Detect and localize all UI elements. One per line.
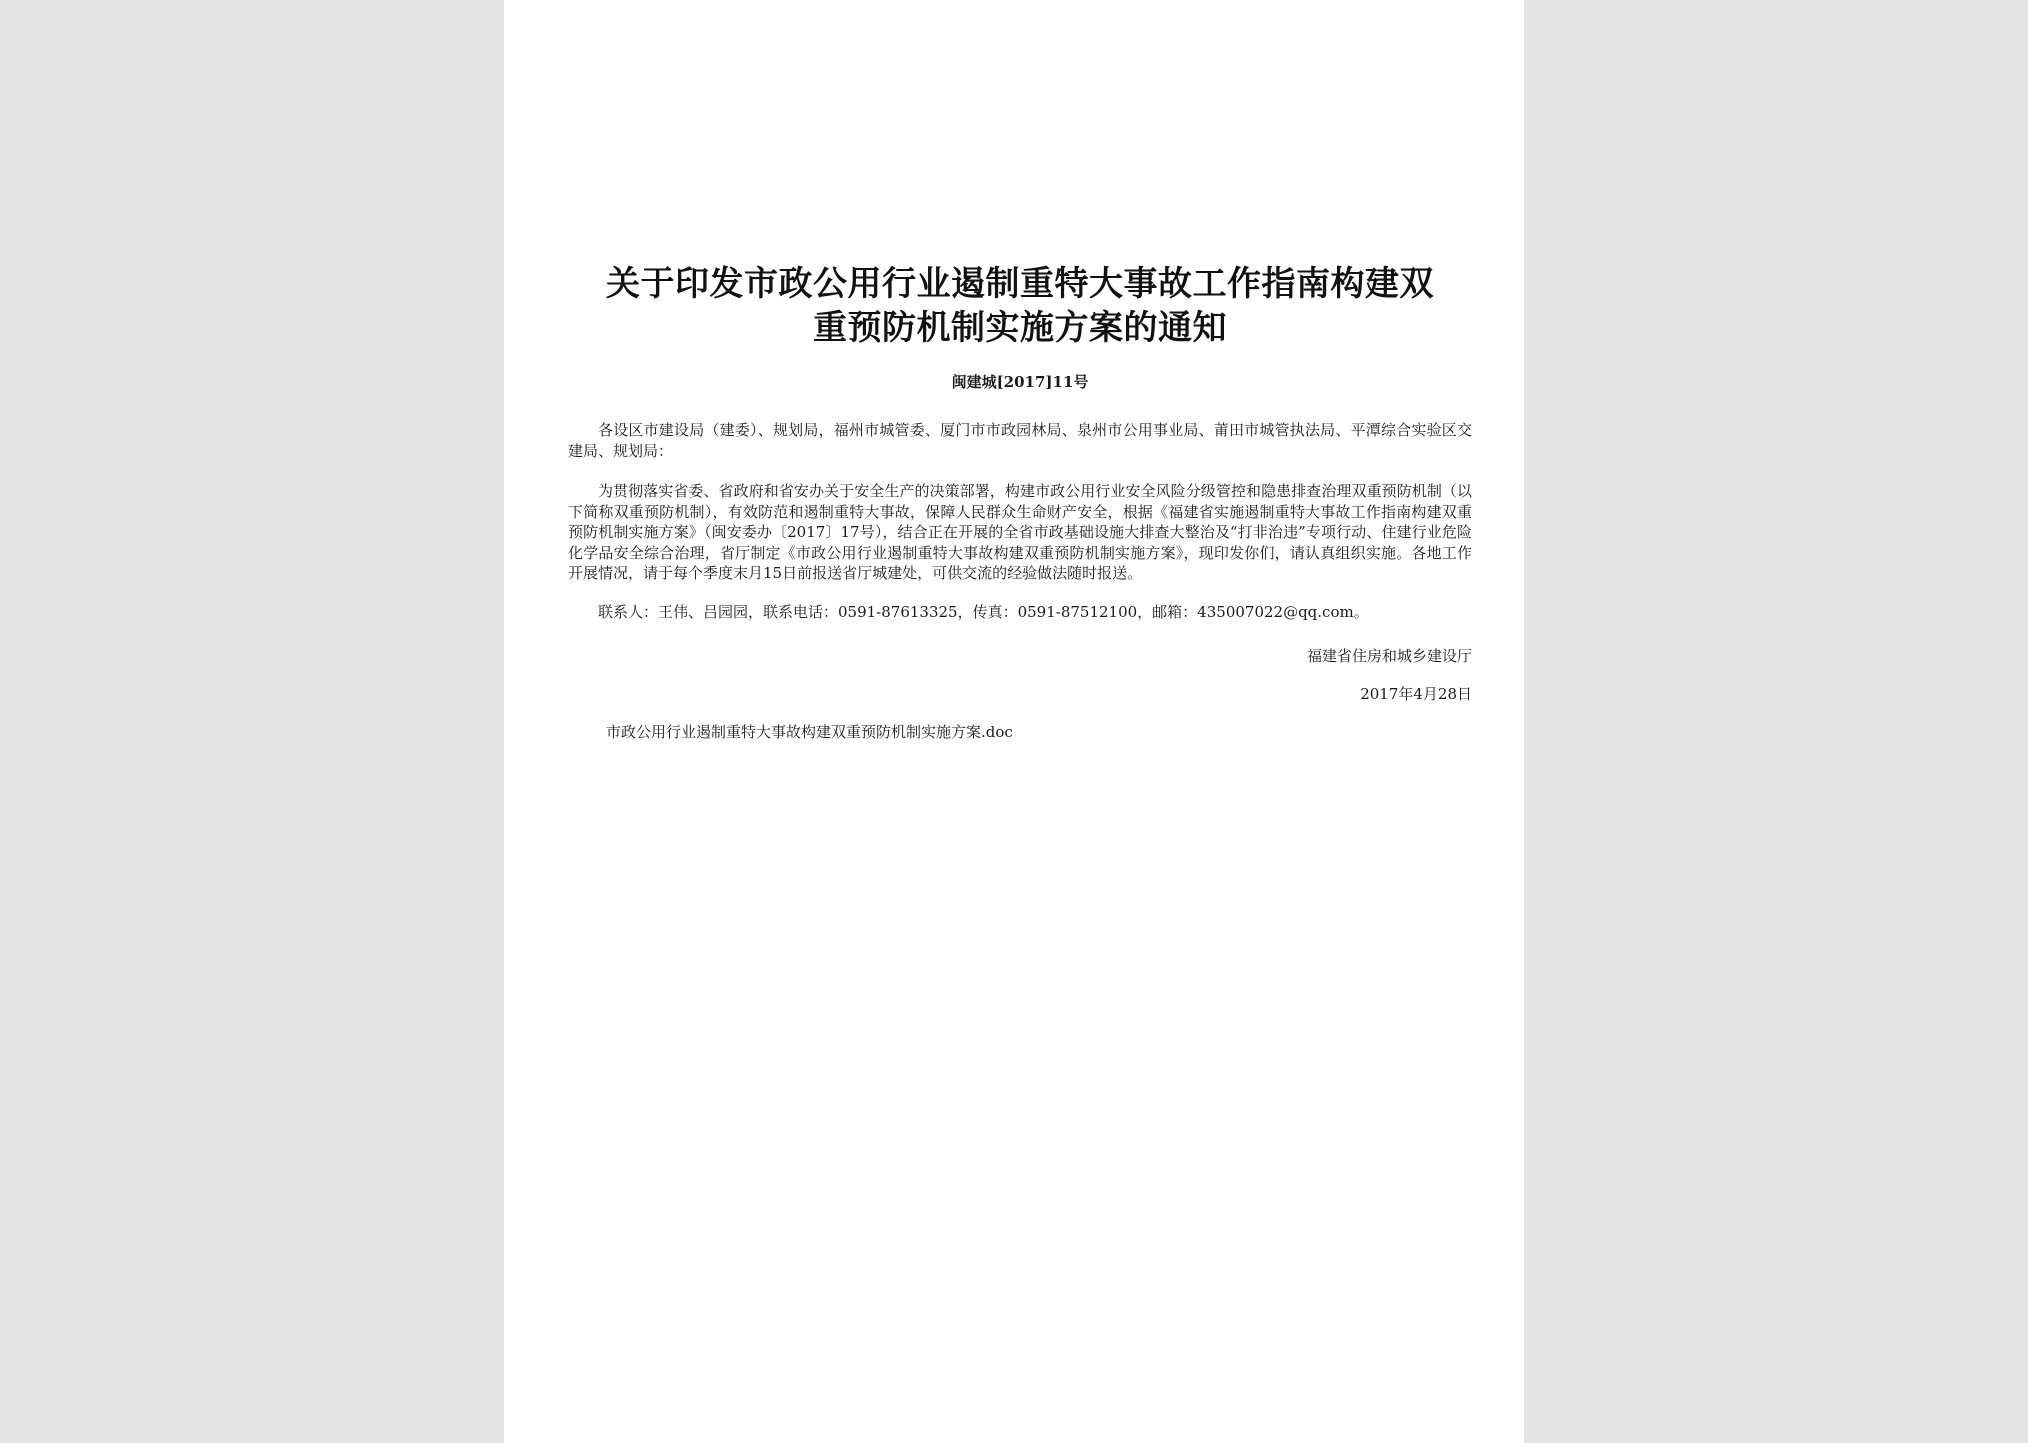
document-title (568, 262, 1472, 350)
attachment-link[interactable]: 市政公用行业遏制重特大事故构建双重预防机制实施方案.doc (606, 723, 1013, 741)
document-content (568, 262, 1472, 742)
recipients-paragraph: 各设区市建设局（建委）、规划局，福州市城管委、厦门市市政园林局、泉州市公用事业局、莆田市城管执法局、平潭综合实验区交建局、规划局： (568, 421, 1472, 460)
issue-date: 2017年4月28日 (1360, 685, 1472, 703)
document-number: 闽建城[2017]11号 (951, 373, 1089, 391)
document-title-line-1: 关于印发市政公用行业遏制重特大事故工作指南构建双 (606, 264, 1434, 304)
document-title-line-2: 重预防机制实施方案的通知 (813, 308, 1227, 348)
sender-name: 福建省住房和城乡建设厅 (1306, 647, 1472, 665)
document-page (504, 0, 1524, 1443)
contact-paragraph: 联系人：王伟、吕园园，联系电话：0591-87613325，传真：0591-87512100，邮箱：435007022@qq.com。 (598, 602, 1369, 621)
body-paragraph: 为贯彻落实省委、省政府和省安办关于安全生产的决策部署，构建市政公用行业安全风险分级管控和隐患排查治理双重预防机制（以下简称双重预防机制），有效防范和遏制重特大事故，保障人民群众生命财产安全，根据《福建省实施遏制重特大事故工作指南构建双重预防机制实施方案》（闽安委办〔2017〕17号），结合正在开展的全省市政基础设施大排查大整治及“打非治违”专项行动、住建行业危险化学品安全综合治理，省厅制定《市政公用行业遏制重特大事故构建双重预防机制实施方案》，现印发你们，请认真组织实施。各地工作开展情况，请于每个季度末月15日前报送省厅城建处，可供交流的经验做法随时报送。 (568, 482, 1472, 582)
